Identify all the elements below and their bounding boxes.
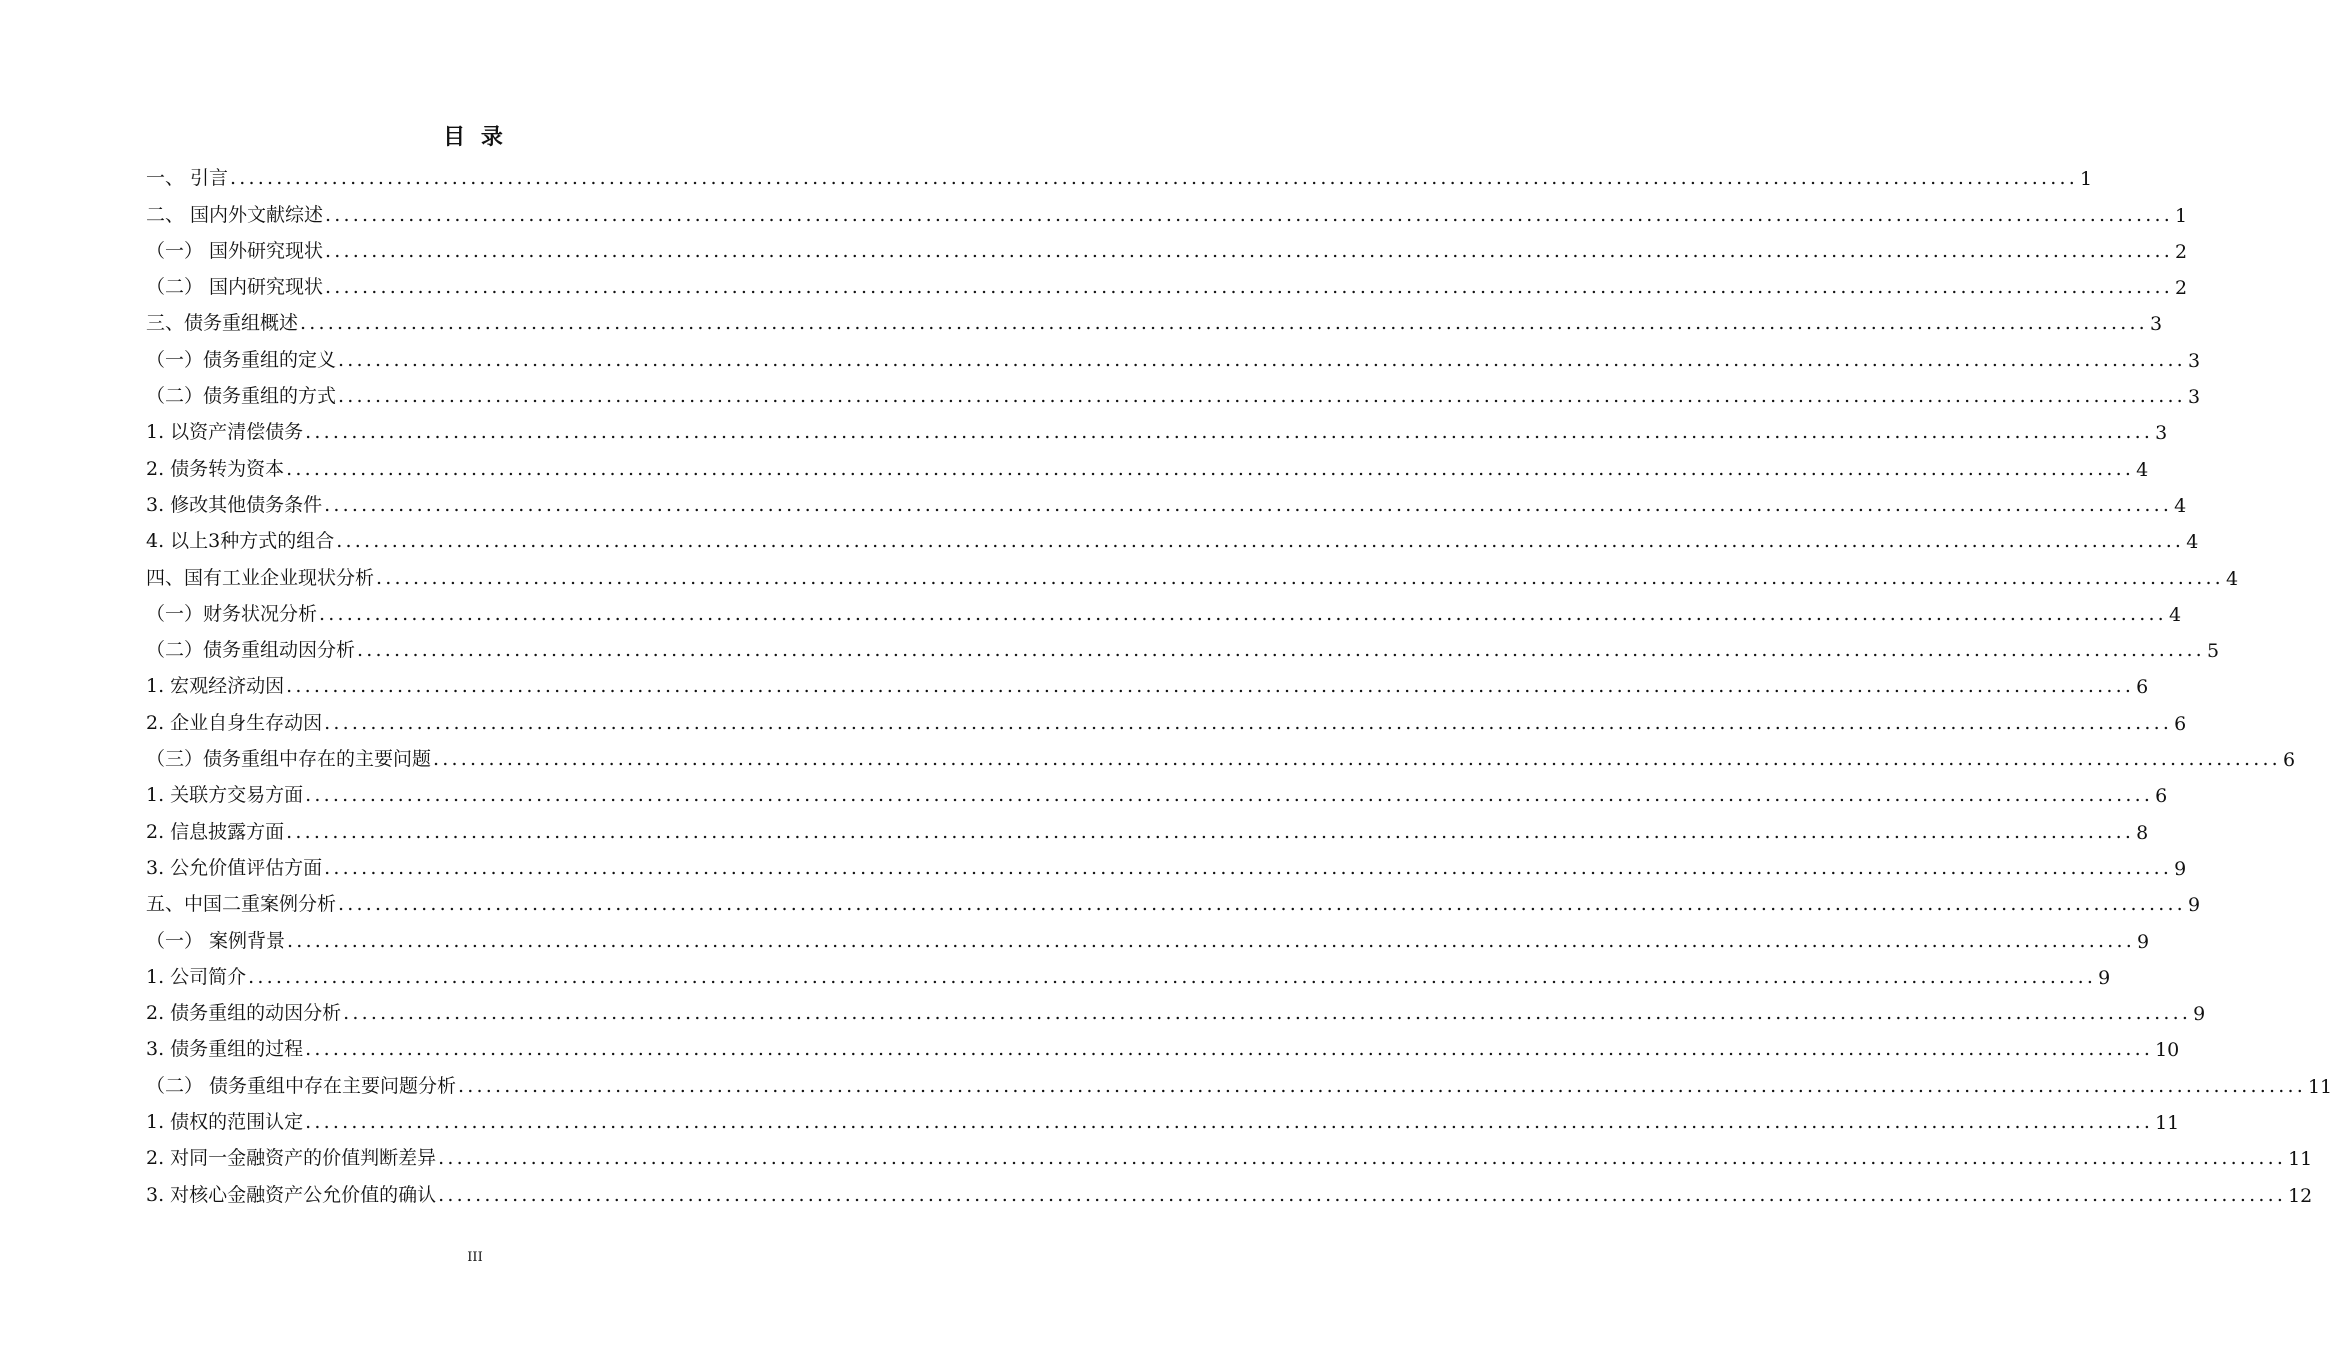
toc-entry-page-number: 3 xyxy=(2155,422,2168,445)
toc-dot-leader: ........................................................................................................................................................................................................ xyxy=(433,748,2281,771)
toc-dot-leader: ........................................................................................................................................................................................................ xyxy=(248,965,2097,988)
toc-entry[interactable] xyxy=(146,190,2188,227)
toc-dot-leader: ........................................................................................................................................................................................................ xyxy=(319,602,2167,625)
toc-dot-leader: ........................................................................................................................................................................................................ xyxy=(305,1111,2154,1134)
toc-entry-page-number: 2 xyxy=(2174,240,2188,263)
toc-entry-page-number: 1 xyxy=(2079,168,2093,191)
toc-entry-page-number: 6 xyxy=(2174,712,2187,735)
toc-dot-leader: ........................................................................................................................................................................................................ xyxy=(286,675,2135,698)
toc-entry[interactable] xyxy=(146,807,2149,844)
toc-entry-label: 三、债务重组概述 xyxy=(146,312,299,335)
toc-entry[interactable] xyxy=(146,1025,2180,1062)
toc-entry[interactable] xyxy=(146,698,2187,735)
toc-entry-page-number: 4 xyxy=(2174,494,2187,517)
toc-entry-page-number: 3 xyxy=(2187,386,2201,409)
toc-entry-page-number: 12 xyxy=(2288,1184,2313,1207)
toc-entry-label: （一） 案例背景 xyxy=(146,929,286,952)
toc-dot-leader: ........................................................................................................................................................................................................ xyxy=(230,167,2078,190)
toc-entry-page-number: 9 xyxy=(2187,894,2201,917)
toc-entry-label: 3. 对核心金融资产公允价值的确认 xyxy=(146,1183,437,1206)
toc-dot-leader: ........................................................................................................................................................................................................ xyxy=(338,385,2186,408)
toc-entry-page-number: 6 xyxy=(2155,785,2168,808)
toc-dot-leader: ........................................................................................................................................................................................................ xyxy=(438,1147,2287,1170)
toc-entry-label: （一）财务状况分析 xyxy=(146,602,318,625)
toc-entry[interactable] xyxy=(146,553,2239,590)
toc-entry-label: （一）债务重组的定义 xyxy=(146,348,337,371)
toc-entry-label: 2. 债务重组的动因分析 xyxy=(146,1002,342,1025)
toc-entry[interactable] xyxy=(146,227,2188,263)
toc-entry-page-number: 9 xyxy=(2136,930,2150,953)
toc-entry[interactable] xyxy=(146,590,2182,626)
toc-entry-label: 1. 公司简介 xyxy=(146,965,247,988)
toc-entry[interactable] xyxy=(146,735,2296,772)
toc-entry[interactable] xyxy=(146,953,2111,989)
toc-dot-leader: ........................................................................................................................................................................................................ xyxy=(438,1183,2287,1206)
toc-entry[interactable] xyxy=(146,662,2149,699)
toc-entry[interactable] xyxy=(146,1170,2313,1207)
toc-dot-leader: ........................................................................................................................................................................................................ xyxy=(376,566,2224,589)
toc-entry-page-number: 1 xyxy=(2174,204,2188,227)
toc-entry-label: （二） 国内研究现状 xyxy=(146,276,324,299)
toc-entry-page-number: 3 xyxy=(2149,313,2163,336)
toc-dot-leader: ........................................................................................................................................................................................................ xyxy=(324,711,2173,734)
toc-entry-label: 2. 企业自身生存动因 xyxy=(146,711,323,734)
toc-entry-page-number: 9 xyxy=(2193,1003,2206,1026)
toc-entry-page-number: 10 xyxy=(2155,1039,2180,1062)
toc-entry-page-number: 9 xyxy=(2098,966,2111,989)
toc-dot-leader: ........................................................................................................................................................................................................ xyxy=(325,203,2173,226)
toc-entry-page-number: 4 xyxy=(2168,603,2182,626)
toc-entry-label: 1. 债权的范围认定 xyxy=(146,1111,304,1134)
toc-entry[interactable] xyxy=(146,1061,2332,1098)
toc-entry[interactable] xyxy=(146,1134,2313,1171)
toc-entry-page-number: 6 xyxy=(2136,676,2149,699)
toc-dot-leader: ........................................................................................................................................................................................................ xyxy=(305,421,2154,444)
toc-entry[interactable] xyxy=(146,335,2201,372)
toc-entry-label: 四、国有工业企业现状分析 xyxy=(146,566,375,589)
toc-entry[interactable] xyxy=(146,844,2187,880)
toc-dot-leader: ........................................................................................................................................................................................................ xyxy=(325,239,2173,262)
toc-entry-page-number: 4 xyxy=(2225,567,2239,590)
toc-dot-leader: ........................................................................................................................................................................................................ xyxy=(324,493,2173,516)
toc-entry-label: 1. 宏观经济动因 xyxy=(146,675,285,698)
toc-entry-page-number: 6 xyxy=(2282,749,2296,772)
toc-entry-label: （二）债务重组动因分析 xyxy=(146,639,356,662)
toc-entry[interactable] xyxy=(146,481,2187,517)
toc-entry-label: 五、中国二重案例分析 xyxy=(146,893,337,916)
toc-dot-leader: ........................................................................................................................................................................................................ xyxy=(287,929,2135,952)
page-title: 目 录 xyxy=(443,125,507,150)
toc-entry-label: 1. 关联方交易方面 xyxy=(146,784,304,807)
toc-dot-leader: ........................................................................................................................................................................................................ xyxy=(336,530,2185,553)
toc-dot-leader: ........................................................................................................................................................................................................ xyxy=(338,348,2186,371)
toc-dot-leader: ........................................................................................................................................................................................................ xyxy=(343,1002,2192,1025)
toc-entry[interactable] xyxy=(146,880,2201,917)
toc-entry-page-number: 9 xyxy=(2174,857,2187,880)
toc-dot-leader: ........................................................................................................................................................................................................ xyxy=(305,1038,2154,1061)
toc-entry-label: （三）债务重组中存在的主要问题 xyxy=(146,748,432,771)
toc-entry-page-number: 3 xyxy=(2187,349,2201,372)
footer-page-number: III xyxy=(467,1250,483,1265)
toc-entry-page-number: 11 xyxy=(2288,1148,2313,1171)
toc-dot-leader: ........................................................................................................................................................................................................ xyxy=(324,856,2173,879)
toc-entry[interactable] xyxy=(146,263,2188,300)
toc-entry[interactable] xyxy=(146,299,2163,336)
toc-entry[interactable] xyxy=(146,626,2220,663)
toc-entry-label: 3. 公允价值评估方面 xyxy=(146,856,323,879)
toc-entry[interactable] xyxy=(146,916,2150,953)
toc-entry[interactable] xyxy=(146,1098,2180,1135)
toc-entry-label: 2. 对同一金融资产的价值判断差异 xyxy=(146,1147,437,1170)
toc-entry[interactable] xyxy=(146,771,2168,808)
toc-entry[interactable] xyxy=(146,989,2206,1026)
toc-entry[interactable] xyxy=(146,444,2149,481)
toc-entry[interactable] xyxy=(146,517,2199,554)
table-of-contents xyxy=(146,154,2332,1207)
toc-dot-leader: ........................................................................................................................................................................................................ xyxy=(300,312,2148,335)
toc-dot-leader: ........................................................................................................................................................................................................ xyxy=(338,893,2186,916)
toc-entry[interactable] xyxy=(146,372,2201,409)
toc-entry[interactable] xyxy=(146,154,2093,191)
toc-entry-page-number: 4 xyxy=(2136,458,2149,481)
toc-entry-page-number: 11 xyxy=(2307,1075,2332,1098)
toc-entry-page-number: 2 xyxy=(2174,277,2188,300)
toc-entry-page-number: 4 xyxy=(2186,531,2199,554)
toc-entry-page-number: 5 xyxy=(2206,640,2220,663)
toc-entry-label: 二、 国内外文献综述 xyxy=(146,203,324,226)
toc-entry-page-number: 8 xyxy=(2136,821,2149,844)
toc-dot-leader: ........................................................................................................................................................................................................ xyxy=(286,457,2135,480)
toc-dot-leader: ........................................................................................................................................................................................................ xyxy=(305,784,2154,807)
toc-dot-leader: ........................................................................................................................................................................................................ xyxy=(357,639,2205,662)
toc-entry-label: （一） 国外研究现状 xyxy=(146,239,324,262)
toc-entry-label: （二）债务重组的方式 xyxy=(146,385,337,408)
toc-entry-label: 4. 以上3种方式的组合 xyxy=(146,530,335,553)
toc-entry-label: 1. 以资产清偿债务 xyxy=(146,421,304,444)
toc-entry-page-number: 11 xyxy=(2155,1112,2180,1135)
toc-entry-label: 2. 债务转为资本 xyxy=(146,457,285,480)
toc-dot-leader: ........................................................................................................................................................................................................ xyxy=(325,276,2173,299)
toc-entry-label: 2. 信息披露方面 xyxy=(146,820,285,843)
toc-dot-leader: ........................................................................................................................................................................................................ xyxy=(458,1074,2306,1097)
toc-entry-label: （二） 债务重组中存在主要问题分析 xyxy=(146,1074,457,1097)
toc-entry-label: 3. 债务重组的过程 xyxy=(146,1038,304,1061)
toc-entry-label: 3. 修改其他债务条件 xyxy=(146,493,323,516)
toc-entry[interactable] xyxy=(146,408,2168,445)
toc-dot-leader: ........................................................................................................................................................................................................ xyxy=(286,820,2135,843)
toc-entry-label: 一、 引言 xyxy=(146,167,229,190)
